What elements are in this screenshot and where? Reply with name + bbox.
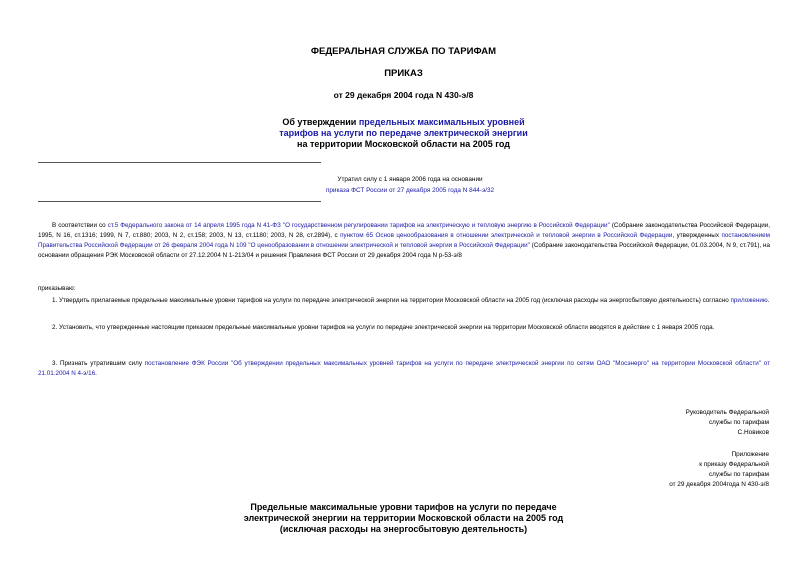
appendix-ref-2: службы по тарифам bbox=[708, 471, 769, 478]
divider-bottom bbox=[38, 201, 321, 202]
doc-date-number: от 29 декабря 2004 года N 430-э/8 bbox=[333, 90, 474, 100]
order-item-1 bbox=[38, 296, 770, 306]
order-item-3-text: 3. Признать утратившим силу bbox=[52, 360, 145, 367]
title-link-line2[interactable]: тарифов на услуги по передаче электрической энергии bbox=[279, 128, 528, 138]
appendix-title-line2: электрической энергии на территории Московской области на 2005 год bbox=[243, 513, 564, 523]
order-item-2: 2. Установить, что утвержденные настоящим приказом предельные максимальные уровни тарифов на услуги по передаче электрической энергии на территории Московской области вводятся в действие с 1 января 2005 года. bbox=[52, 324, 715, 331]
order-item-1-text: 1. Утвердить прилагаемые предельные максимальные уровни тарифов на услуги по передаче электрической энергии на территории Московской области на 2005 год (исключая расходы на энергосбытовую деятельность) согласно bbox=[52, 297, 731, 304]
signature-block bbox=[569, 408, 769, 438]
appendix-label: Приложение bbox=[731, 451, 769, 458]
preamble-paragraph bbox=[38, 221, 770, 261]
document-title bbox=[0, 117, 807, 150]
government-decree-link[interactable]: постановлением Правительства Российской Федерации от 26 февраля 2004 года N 109 "О ценообразовании в отношении электрической и тепловой энергии в Российской Федерации" bbox=[38, 232, 770, 249]
preamble-text-3: , утвержденных bbox=[672, 232, 722, 239]
order-item-3 bbox=[38, 359, 770, 379]
appendix-title-line1: Предельные максимальные уровни тарифов на услуги по передаче bbox=[250, 502, 557, 512]
law-41fz-link[interactable]: ст.5 Федерального закона от 14 апреля 1995 года N 41-ФЗ "О государственном регулировании тарифов на электрическую и тепловую энергию в Российской Федерации" bbox=[107, 222, 610, 229]
order-item-1-end: . bbox=[767, 297, 770, 304]
preamble-text-1: В соответствии со bbox=[52, 222, 108, 229]
appendix-block bbox=[569, 450, 769, 490]
order-item-3-end: . bbox=[95, 370, 97, 377]
title-line3: на территории Московской области на 2005 год bbox=[297, 139, 510, 149]
signature-organization: службы по тарифам bbox=[708, 419, 769, 426]
appendix-ref-1: к приказу Федеральной bbox=[699, 461, 769, 468]
signature-name: С.Новиков bbox=[737, 429, 769, 436]
status-note bbox=[290, 174, 530, 196]
pricing-basics-link[interactable]: пунктом 65 Основ ценообразования в отношении электрической и тепловой энергии в Российской Федерации bbox=[340, 232, 673, 239]
doc-type-heading: ПРИКАЗ bbox=[384, 68, 423, 79]
status-note-text: Утратил силу с 1 января 2006 года на основании bbox=[337, 176, 483, 183]
agency-heading: ФЕДЕРАЛЬНАЯ СЛУЖБА ПО ТАРИФАМ bbox=[310, 46, 497, 57]
appendix-title-line3: (исключая расходы на энергосбытовую деятельность) bbox=[279, 524, 528, 534]
appendix-link[interactable]: приложению bbox=[730, 297, 768, 304]
appendix-title bbox=[0, 502, 807, 535]
signature-position: Руководитель Федеральной bbox=[685, 409, 769, 416]
fek-resolution-link[interactable]: постановление ФЭК России "Об утверждении предельных максимальных уровней тарифов на услуги по передаче электрической энергии по сетям ОАО "Мосэнерго" на территории Московской области" от 21.01.2004 N 4-э/16 bbox=[38, 360, 770, 377]
order-word: приказываю: bbox=[38, 285, 76, 292]
status-note-link[interactable]: приказа ФСТ России от 27 декабря 2005 года N 844-э/32 bbox=[325, 187, 495, 194]
title-link-line1[interactable]: предельных максимальных уровней bbox=[358, 117, 525, 127]
title-prefix: Об утверждении bbox=[282, 117, 359, 127]
preamble-text-4: (Собрание законодательства Российской Федерации, 01.03.2004, N 9, ст.791), на основании обращения РЭК Московской области от 27.12.2004 N 1-213/04 и решения Правления ФСТ России от 29 декабря 2004 года N р-53-э/8 bbox=[38, 242, 770, 259]
preamble-text-2: (Собрание законодательства Российской Федерации, 1995, N 16, ст.1316; 1999, N 7, ст.880; 2003, N 2, ст.158; 2003, N 13, ст.1180; 2003, N 28, ст.2894), с bbox=[38, 222, 771, 239]
appendix-ref-3: от 29 декабря 2004года N 430-э/8 bbox=[669, 481, 769, 488]
divider-top bbox=[38, 162, 321, 163]
